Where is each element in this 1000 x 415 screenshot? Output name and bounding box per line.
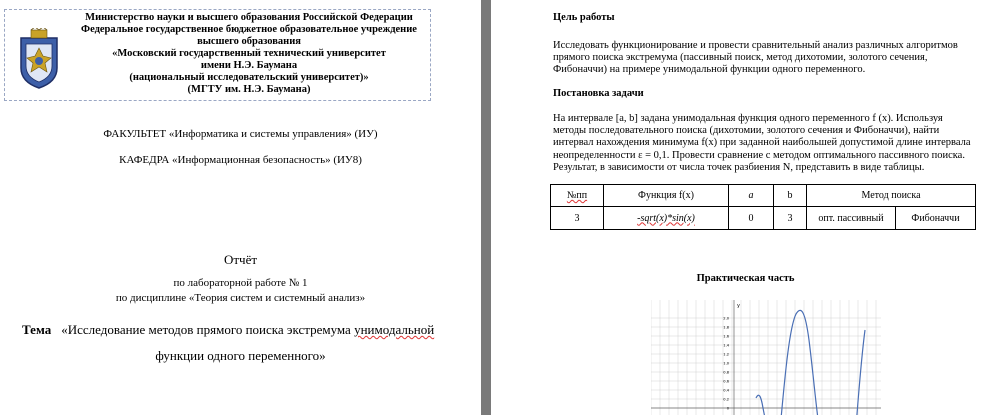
- graph-grid: [651, 300, 881, 415]
- table-cell: 3: [551, 207, 604, 230]
- goal-line: Исследовать функционирование и провести сравнительный анализ различных алгоритмов: [553, 40, 958, 51]
- theme-text-b: унимодальной: [354, 322, 435, 337]
- table-cell: Фибоначчи: [896, 207, 976, 230]
- task-line: интервал нахождения минимума f(x) при заданной наибольшей допустимой длине интервала: [553, 137, 971, 149]
- y-axis-label: y: [737, 303, 740, 309]
- y-tick-label: 1.6: [723, 334, 729, 339]
- practical-heading: Практическая часть: [696, 273, 795, 284]
- y-tick-label: 2.0: [723, 316, 729, 321]
- y-tick-label: 1.4: [723, 343, 729, 348]
- table-cell: 3: [774, 207, 807, 230]
- y-tick-label: 0.2: [723, 397, 729, 402]
- table-cell: -sqrt(x)*sin(x): [604, 207, 729, 230]
- theme-line-2: функции одного переменного»: [155, 348, 326, 363]
- header-line: имени Н.Э. Баумана: [200, 60, 298, 71]
- table-cell: 0: [729, 207, 774, 230]
- theme-text-a: «Исследование методов прямого поиска экстремума: [61, 322, 355, 337]
- department: КАФЕДРА «Информационная безопасность» (ИУ8): [119, 154, 362, 166]
- page-gutter: [481, 0, 491, 415]
- report-lab-number: по лабораторной работе № 1: [173, 277, 308, 289]
- goal-line: прямого поиска экстремума (пассивный поиск, метод дихотомии, золотого сечения,: [553, 52, 928, 64]
- variant-table: [550, 184, 976, 230]
- y-tick-label: 0.4: [723, 388, 729, 393]
- header-line: Министерство науки и высшего образования Российской Федерации: [85, 12, 413, 23]
- table-header-cell: Функция f(x): [604, 185, 729, 207]
- y-tick-label: 1.2: [723, 352, 729, 357]
- header-text: [67, 12, 431, 96]
- header-line: Федеральное государственное бюджетное образовательное учреждение: [81, 24, 417, 35]
- function-curve: [756, 310, 865, 415]
- task-heading: Постановка задачи: [553, 88, 644, 99]
- goal-line: Фибоначчи) на примере унимодальной функции одного переменного.: [553, 64, 866, 76]
- report-discipline: по дисциплине «Теория систем и системный анализ»: [115, 292, 366, 304]
- y-tick-label: 0: [726, 406, 729, 411]
- task-line: неопределенности ε = 0,1. Провести сравнение с методом оптимального пассивного поиска.: [553, 149, 965, 161]
- task-text: [553, 113, 973, 174]
- function-graph: [651, 300, 881, 415]
- university-header: [4, 9, 431, 101]
- theme-label: Тема: [22, 322, 52, 337]
- table-header-cell: a: [729, 185, 774, 207]
- content-page: [491, 0, 1000, 415]
- goal-text: [553, 40, 973, 77]
- table-header-row: [551, 185, 976, 207]
- bmstu-emblem-icon: [17, 28, 61, 90]
- theme-line-1: [22, 322, 434, 338]
- y-tick-label: 1.0: [723, 361, 729, 366]
- table-row: [551, 207, 976, 230]
- y-tick-label: 1.8: [723, 325, 729, 330]
- header-line: (МГТУ им. Н.Э. Баумана): [187, 84, 311, 95]
- title-page: [0, 0, 481, 415]
- y-tick-label: 0.8: [723, 370, 729, 375]
- goal-heading: Цель работы: [553, 12, 615, 23]
- task-line: Результат, в зависимости от числа точек разбиения N, представить в виде таблицы.: [553, 161, 925, 173]
- table-header-cell: Метод поиска: [807, 185, 976, 207]
- report-title: Отчёт: [223, 252, 258, 267]
- task-line: На интервале [a, b] задана унимодальная функция одного переменного f (x). Используя: [553, 113, 943, 124]
- header-line: «Московский государственный технический университет: [112, 48, 386, 59]
- header-line: (национальный исследовательский университет)»: [129, 72, 369, 83]
- task-line: методы последовательного поиска (дихотомии, золотого сечения и Фибоначчи), найти: [553, 125, 940, 137]
- table-cell: опт. пассивный: [807, 207, 896, 230]
- table-header-cell: b: [774, 185, 807, 207]
- table-header-cell: №пп: [551, 185, 604, 207]
- y-tick-label: 0.6: [723, 379, 729, 384]
- header-line: высшего образования: [197, 36, 301, 47]
- faculty: ФАКУЛЬТЕТ «Информатика и системы управления» (ИУ): [103, 128, 378, 140]
